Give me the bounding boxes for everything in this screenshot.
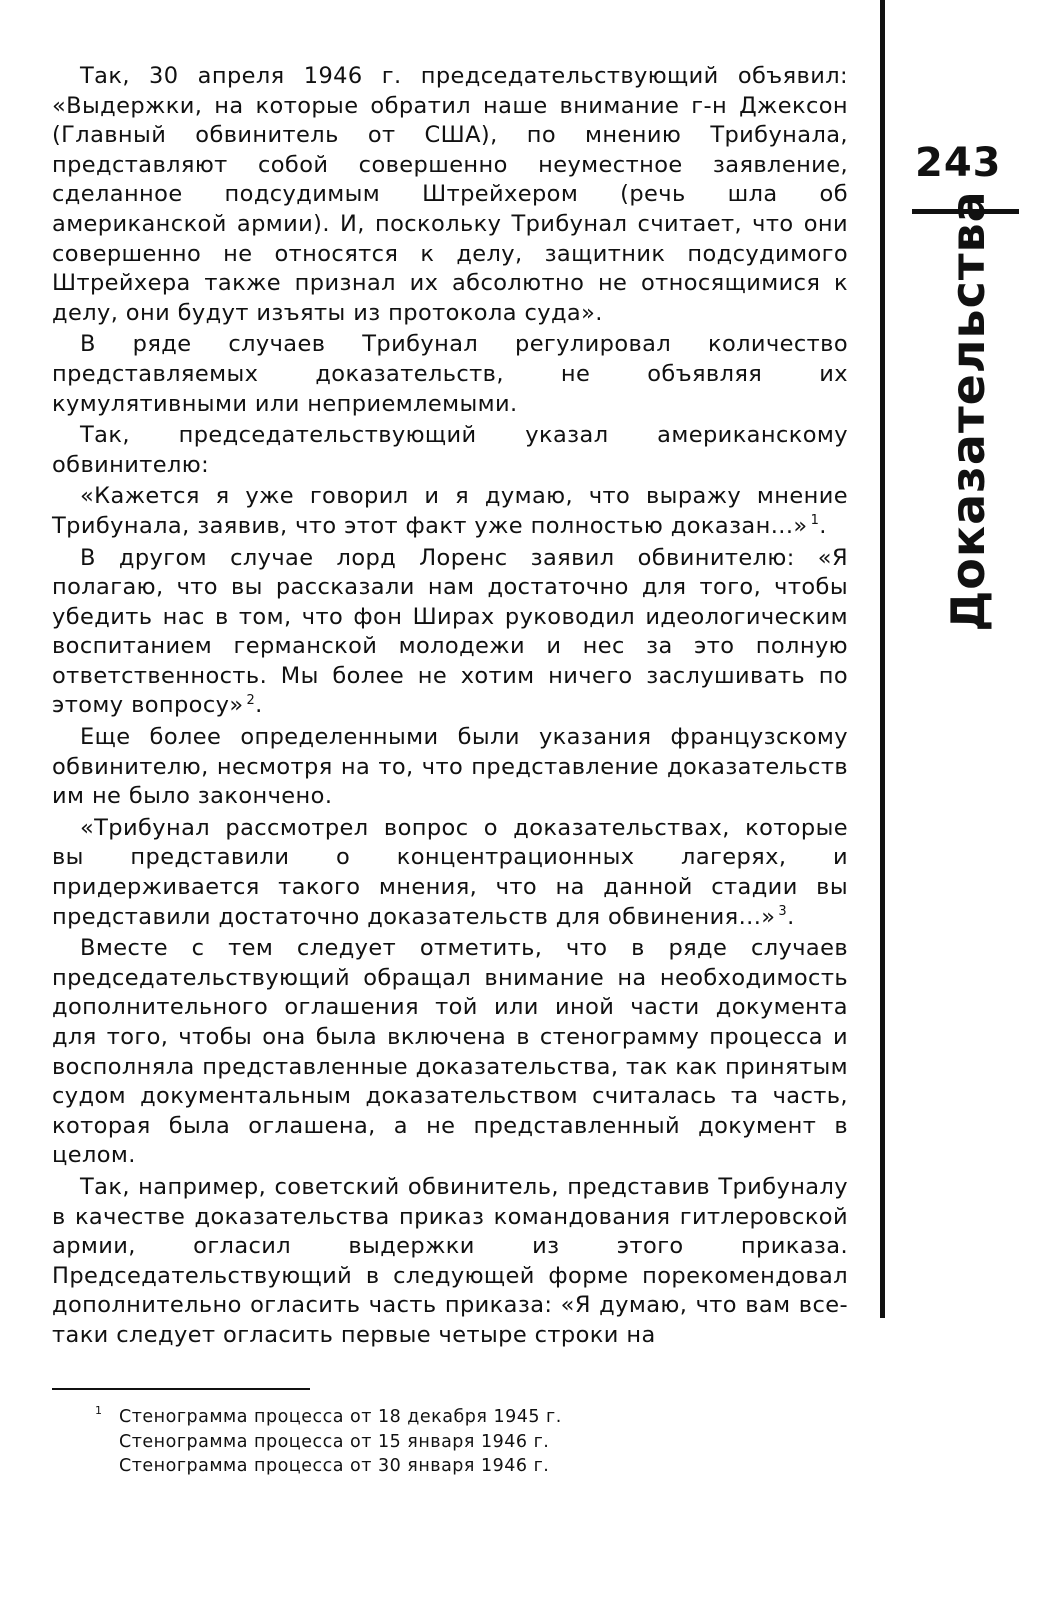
paragraph-text: В ряде случаев Трибунал регулировал количество представляемых доказательств, не объявляя их кумулятивными или неприемлемыми.	[52, 331, 848, 417]
footnote-separator	[52, 1388, 310, 1390]
paragraph-text: «Трибунал рассмотрел вопрос о доказательствах, которые вы представили о концентрационных лагерях, и придерживается такого мнения, что на данной стадии вы представили достаточно доказательств для обвинения...»	[52, 814, 848, 930]
footnotes	[93, 1405, 562, 1479]
paragraph-text: Еще более определенными были указания французскому обвинителю, несмотря на то, что представление доказательств им не было закончено.	[52, 724, 848, 810]
footnote-ref: 1	[810, 513, 820, 529]
paragraph: «Кажется я уже говорил и я думаю, что выражу мнение Трибунала, заявив, что этот факт уже полностью доказан...» $^1$.	[52, 483, 848, 539]
page-number: 243	[915, 140, 1002, 186]
paragraph	[52, 723, 848, 812]
paragraph: В другом случае лорд Лоренс заявил обвинителю: «Я полагаю, что вы рассказали нам достаточно для того, чтобы убедить нас в том, что фон Ширах руководил идеологическим воспитанием германской молодежи и нес за это полную ответственность. Мы более не хотим ничего заслушивать по этому вопросу» $^2$.	[52, 544, 848, 719]
footnote-ref: 2	[246, 692, 256, 708]
margin-vertical-rule	[880, 0, 885, 1318]
footnote	[93, 1405, 562, 1430]
footnote-ref: 3	[778, 904, 788, 920]
paragraph	[52, 934, 848, 1171]
footnote-text: Стенограмма процесса от 30 января 1946 г.	[119, 1456, 550, 1476]
paragraph	[52, 421, 848, 480]
running-head: Доказательства	[941, 190, 995, 632]
paragraph	[52, 62, 848, 328]
footnote-text: Стенограмма процесса от 15 января 1946 г.	[119, 1431, 550, 1452]
paragraph-text: Вместе с тем следует отметить, что в ряде случаев председательствующий обращал внимание на необходимость дополнительного оглашения той или иной части документа для того, чтобы она была включена в стенограмму процесса и восполняла представленные доказательства, так как принятым судом документальным доказательством считалась та часть, которая была оглашена, а не представленный документ в целом.	[52, 935, 848, 1169]
paragraph-text: Так, 30 апреля 1946 г. председательствующий объявил: «Выдержки, на которые обратил наше внимание г-н Джексон (Главный обвинитель от США), по мнению Трибунала, представляют собой совершенно неуместное заявление, сделанное подсудимым Штрейхером (речь шла об американской армии). И, поскольку Трибунал считает, что они совершенно не относятся к делу, защитник подсудимого Штрейхера также признал их абсолютно не относящимися к делу, они будут изъяты из протокола суда».	[52, 63, 848, 326]
footnote	[93, 1430, 562, 1455]
paragraph	[52, 330, 848, 419]
paragraph-text: «Кажется я уже говорил и я думаю, что выражу мнение Трибунала, заявив, что этот факт уже полностью доказан...»	[52, 483, 848, 539]
paragraph-text: Так, председательствующий указал американскому обвинителю:	[52, 422, 848, 478]
main-text	[52, 62, 848, 1353]
paragraph-text: Так, например, советский обвинитель, представив Трибуналу в качестве доказательства приказ командования гитлеровской армии, огласил выдержки из этого приказа. Председательствующий в следующей форме порекомендовал дополнительно огласить часть приказа: «Я думаю, что вам все-таки следует огласить первые четыре строки на	[52, 1173, 848, 1348]
footnote	[93, 1454, 562, 1479]
paragraph	[52, 1173, 848, 1351]
paragraph: «Трибунал рассмотрел вопрос о доказательствах, которые вы представили о концентрационных лагерях, и придерживается такого мнения, что на данной стадии вы представили достаточно доказательств для обвинения...» $^3$.	[52, 814, 848, 930]
footnote-mark: 1	[95, 1404, 103, 1417]
footnote-text: Стенограмма процесса от 18 декабря 1945 г.	[119, 1407, 562, 1427]
paragraph-text: В другом случае лорд Лоренс заявил обвинителю: «Я полагаю, что вы рассказали нам достаточно для того, чтобы убедить нас в том, что фон Ширах руководил идеологическим воспитанием германской молодежи и нес за это полную ответственность. Мы более не хотим ничего заслушивать по этому вопросу»	[52, 544, 848, 719]
